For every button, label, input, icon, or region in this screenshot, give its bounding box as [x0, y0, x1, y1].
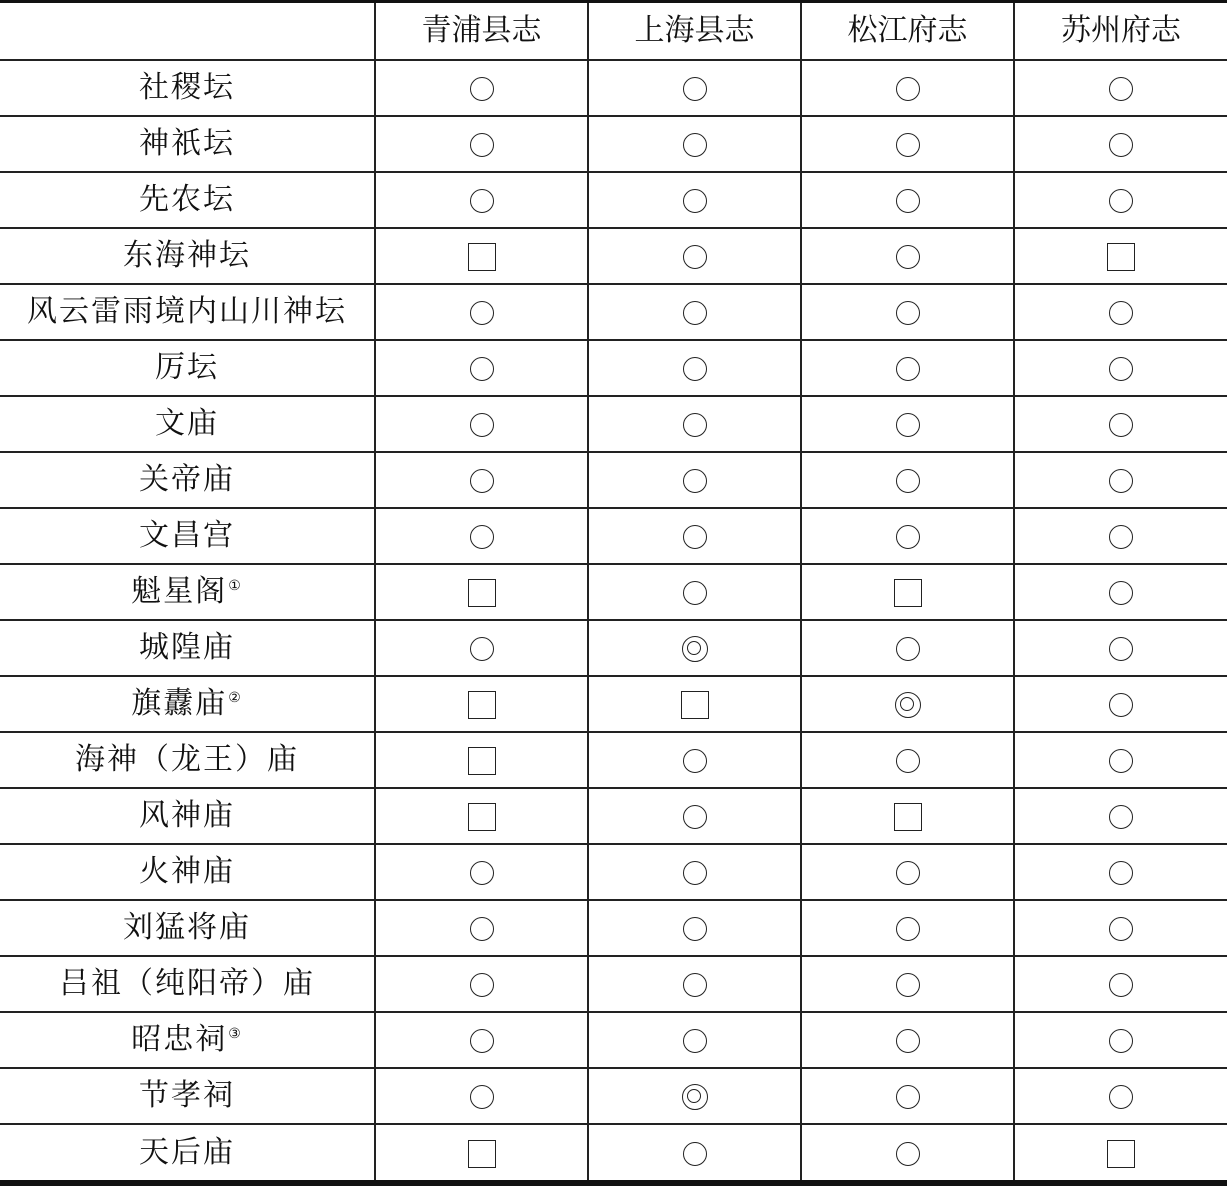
circle-mark-icon — [683, 133, 707, 157]
circle-mark-icon — [896, 525, 920, 549]
circle-mark-icon — [896, 637, 920, 661]
row-label: 社稷坛 — [139, 70, 235, 105]
record-cell — [375, 620, 588, 676]
record-cell — [588, 452, 801, 508]
circle-mark-icon — [470, 1029, 494, 1053]
circle-mark-icon — [896, 1085, 920, 1109]
double-circle-mark-icon — [682, 636, 708, 662]
record-cell — [375, 1012, 588, 1068]
circle-mark-icon — [470, 357, 494, 381]
row-label: 先农坛 — [139, 182, 235, 217]
record-cell — [1014, 60, 1227, 116]
table-row — [0, 116, 1227, 172]
circle-mark-icon — [896, 133, 920, 157]
circle-mark-icon — [1109, 133, 1133, 157]
row-label: 城隍庙 — [139, 630, 235, 665]
circle-mark-icon — [470, 77, 494, 101]
square-mark-icon — [468, 1140, 496, 1168]
circle-mark-icon — [470, 301, 494, 325]
row-label-cell — [0, 1012, 375, 1068]
record-cell — [588, 60, 801, 116]
circle-mark-icon — [1109, 1085, 1133, 1109]
row-label-cell — [0, 956, 375, 1012]
record-cell — [375, 564, 588, 620]
row-label: 海神（龙王）庙 — [75, 742, 299, 777]
record-cell — [1014, 788, 1227, 844]
record-cell — [588, 228, 801, 284]
record-cell — [588, 844, 801, 900]
record-cell — [801, 452, 1014, 508]
circle-mark-icon — [683, 245, 707, 269]
row-label: 厉坛 — [155, 350, 219, 385]
circle-mark-icon — [470, 413, 494, 437]
record-cell — [801, 1124, 1014, 1183]
table-row — [0, 732, 1227, 788]
table-row — [0, 228, 1227, 284]
square-mark-icon — [468, 747, 496, 775]
record-cell — [1014, 1068, 1227, 1124]
circle-mark-icon — [470, 973, 494, 997]
record-cell — [588, 116, 801, 172]
circle-mark-icon — [1109, 1029, 1133, 1053]
table-row — [0, 844, 1227, 900]
row-label: 关帝庙 — [139, 462, 235, 497]
record-cell — [801, 732, 1014, 788]
record-cell — [801, 1012, 1014, 1068]
record-cell — [375, 396, 588, 452]
circle-mark-icon — [1109, 637, 1133, 661]
circle-mark-icon — [1109, 861, 1133, 885]
circle-mark-icon — [683, 1029, 707, 1053]
table-row — [0, 172, 1227, 228]
row-label: 刘猛将庙 — [123, 910, 251, 945]
record-cell — [1014, 508, 1227, 564]
circle-mark-icon — [896, 245, 920, 269]
record-cell — [588, 620, 801, 676]
record-cell — [801, 228, 1014, 284]
row-label-cell — [0, 732, 375, 788]
circle-mark-icon — [896, 917, 920, 941]
row-label-cell — [0, 228, 375, 284]
record-cell — [588, 1012, 801, 1068]
table-row — [0, 340, 1227, 396]
square-mark-icon — [1107, 1140, 1135, 1168]
record-cell — [1014, 956, 1227, 1012]
circle-mark-icon — [683, 917, 707, 941]
circle-mark-icon — [1109, 189, 1133, 213]
circle-mark-icon — [1109, 469, 1133, 493]
table-row — [0, 452, 1227, 508]
row-label: 文昌宫 — [139, 518, 235, 553]
circle-mark-icon — [1109, 749, 1133, 773]
circle-mark-icon — [896, 357, 920, 381]
record-cell — [375, 116, 588, 172]
circle-mark-icon — [683, 357, 707, 381]
record-cell — [801, 564, 1014, 620]
record-cell — [375, 900, 588, 956]
record-cell — [801, 844, 1014, 900]
table-row — [0, 1124, 1227, 1183]
record-cell — [1014, 564, 1227, 620]
record-cell — [588, 788, 801, 844]
table-row — [0, 284, 1227, 340]
row-label: 文庙 — [155, 406, 219, 441]
circle-mark-icon — [896, 749, 920, 773]
record-cell — [1014, 844, 1227, 900]
row-label: 魁星阁 — [131, 574, 228, 609]
row-label: 风云雷雨境内山川神坛 — [27, 294, 347, 329]
row-label-cell — [0, 508, 375, 564]
circle-mark-icon — [683, 805, 707, 829]
double-circle-mark-icon — [895, 692, 921, 718]
record-cell — [801, 172, 1014, 228]
row-label-cell — [0, 116, 375, 172]
row-label-cell — [0, 564, 375, 620]
row-label: 旗纛庙 — [131, 686, 228, 721]
header-source-suzhou: 苏州府志 — [1014, 2, 1227, 61]
footnote-marker: ① — [228, 578, 243, 594]
circle-mark-icon — [470, 917, 494, 941]
circle-mark-icon — [683, 1142, 707, 1166]
circle-mark-icon — [683, 749, 707, 773]
record-cell — [375, 340, 588, 396]
record-cell — [375, 228, 588, 284]
square-mark-icon — [681, 691, 709, 719]
table-row — [0, 1012, 1227, 1068]
circle-mark-icon — [1109, 693, 1133, 717]
record-cell — [375, 60, 588, 116]
circle-mark-icon — [1109, 357, 1133, 381]
circle-mark-icon — [683, 77, 707, 101]
record-cell — [801, 340, 1014, 396]
row-label-cell — [0, 844, 375, 900]
record-cell — [588, 508, 801, 564]
square-mark-icon — [468, 579, 496, 607]
record-cell — [1014, 1012, 1227, 1068]
row-label-cell — [0, 1124, 375, 1183]
square-mark-icon — [894, 803, 922, 831]
record-cell — [588, 676, 801, 732]
row-label: 神祇坛 — [139, 126, 235, 161]
square-mark-icon — [468, 803, 496, 831]
circle-mark-icon — [683, 189, 707, 213]
record-cell — [588, 284, 801, 340]
record-cell — [375, 788, 588, 844]
circle-mark-icon — [896, 469, 920, 493]
row-label: 东海神坛 — [123, 238, 251, 273]
row-label-cell — [0, 60, 375, 116]
record-cell — [1014, 1124, 1227, 1183]
circle-mark-icon — [1109, 973, 1133, 997]
circle-mark-icon — [896, 1029, 920, 1053]
table-body — [0, 60, 1227, 1183]
record-cell — [1014, 172, 1227, 228]
record-cell — [801, 116, 1014, 172]
record-cell — [1014, 452, 1227, 508]
circle-mark-icon — [470, 189, 494, 213]
circle-mark-icon — [470, 1085, 494, 1109]
record-cell — [1014, 116, 1227, 172]
circle-mark-icon — [470, 861, 494, 885]
circle-mark-icon — [683, 525, 707, 549]
record-cell — [1014, 676, 1227, 732]
row-label-cell — [0, 452, 375, 508]
circle-mark-icon — [1109, 917, 1133, 941]
square-mark-icon — [468, 243, 496, 271]
circle-mark-icon — [470, 469, 494, 493]
square-mark-icon — [1107, 243, 1135, 271]
table-row — [0, 564, 1227, 620]
row-label: 吕祖（纯阳帝）庙 — [59, 966, 315, 1001]
record-cell — [588, 1124, 801, 1183]
record-cell — [375, 172, 588, 228]
record-cell — [801, 620, 1014, 676]
record-cell — [801, 284, 1014, 340]
row-label-cell — [0, 340, 375, 396]
circle-mark-icon — [683, 973, 707, 997]
row-label-cell — [0, 676, 375, 732]
table-row — [0, 1068, 1227, 1124]
square-mark-icon — [468, 691, 496, 719]
circle-mark-icon — [683, 413, 707, 437]
row-label: 节孝祠 — [139, 1078, 235, 1113]
record-cell — [375, 1068, 588, 1124]
header-source-songjiang: 松江府志 — [801, 2, 1014, 61]
row-label-cell — [0, 900, 375, 956]
footnote-marker: ② — [228, 690, 243, 706]
table-row — [0, 60, 1227, 116]
record-cell — [588, 956, 801, 1012]
record-cell — [801, 396, 1014, 452]
record-cell — [1014, 732, 1227, 788]
circle-mark-icon — [470, 133, 494, 157]
record-cell — [801, 1068, 1014, 1124]
record-cell — [375, 284, 588, 340]
table-row — [0, 900, 1227, 956]
header-corner — [0, 2, 375, 61]
record-cell — [375, 452, 588, 508]
record-cell — [1014, 284, 1227, 340]
record-cell — [375, 1124, 588, 1183]
record-cell — [801, 956, 1014, 1012]
table-row — [0, 956, 1227, 1012]
record-cell — [801, 900, 1014, 956]
row-label-cell — [0, 172, 375, 228]
row-label-cell — [0, 788, 375, 844]
record-cell — [375, 956, 588, 1012]
record-cell — [588, 732, 801, 788]
circle-mark-icon — [1109, 77, 1133, 101]
record-cell — [801, 676, 1014, 732]
record-cell — [375, 676, 588, 732]
circle-mark-icon — [896, 301, 920, 325]
record-cell — [1014, 396, 1227, 452]
circle-mark-icon — [683, 861, 707, 885]
circle-mark-icon — [683, 469, 707, 493]
circle-mark-icon — [1109, 525, 1133, 549]
row-label-cell — [0, 396, 375, 452]
row-label: 昭忠祠 — [131, 1022, 228, 1057]
circle-mark-icon — [896, 861, 920, 885]
footnote-marker: ③ — [228, 1026, 243, 1042]
circle-mark-icon — [1109, 413, 1133, 437]
record-cell — [375, 844, 588, 900]
circle-mark-icon — [683, 581, 707, 605]
record-cell — [588, 396, 801, 452]
row-label-cell — [0, 620, 375, 676]
record-cell — [375, 508, 588, 564]
circle-mark-icon — [896, 413, 920, 437]
record-cell — [588, 564, 801, 620]
table-row — [0, 396, 1227, 452]
record-cell — [588, 172, 801, 228]
table-row — [0, 508, 1227, 564]
circle-mark-icon — [1109, 805, 1133, 829]
circle-mark-icon — [470, 525, 494, 549]
record-cell — [1014, 228, 1227, 284]
record-cell — [801, 60, 1014, 116]
record-cell — [588, 340, 801, 396]
record-cell — [588, 900, 801, 956]
circle-mark-icon — [896, 189, 920, 213]
header-source-qingpu: 青浦县志 — [375, 2, 588, 61]
circle-mark-icon — [896, 77, 920, 101]
record-cell — [801, 788, 1014, 844]
circle-mark-icon — [896, 1142, 920, 1166]
circle-mark-icon — [683, 301, 707, 325]
circle-mark-icon — [1109, 301, 1133, 325]
circle-mark-icon — [470, 637, 494, 661]
header-source-shanghai: 上海县志 — [588, 2, 801, 61]
circle-mark-icon — [1109, 581, 1133, 605]
row-label: 火神庙 — [139, 854, 235, 889]
record-cell — [588, 1068, 801, 1124]
square-mark-icon — [894, 579, 922, 607]
row-label: 天后庙 — [139, 1134, 235, 1170]
record-cell — [1014, 620, 1227, 676]
row-label: 风神庙 — [139, 798, 235, 833]
row-label-cell — [0, 1068, 375, 1124]
circle-mark-icon — [896, 973, 920, 997]
row-label-cell — [0, 284, 375, 340]
double-circle-mark-icon — [682, 1084, 708, 1110]
record-cell — [801, 508, 1014, 564]
table-row — [0, 788, 1227, 844]
table-row — [0, 676, 1227, 732]
record-cell — [1014, 340, 1227, 396]
header-row — [0, 2, 1227, 61]
record-cell — [375, 732, 588, 788]
table-row — [0, 620, 1227, 676]
record-cell — [1014, 900, 1227, 956]
